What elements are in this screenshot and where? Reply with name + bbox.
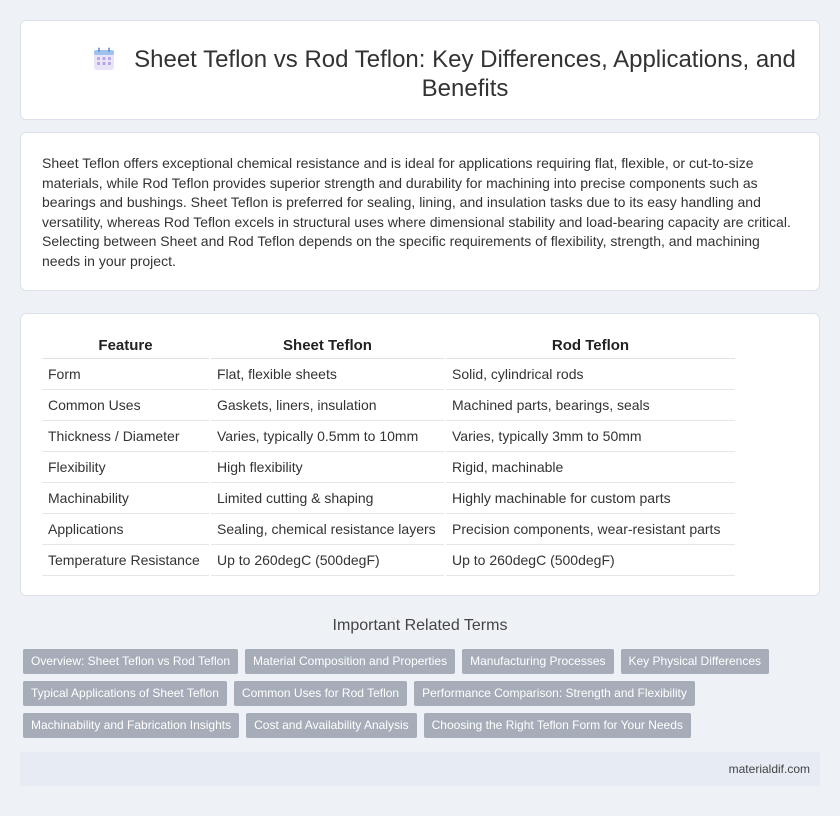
page-title: Sheet Teflon vs Rod Teflon: Key Differences, Applications, and Benefits <box>134 46 796 102</box>
footer <box>20 752 820 786</box>
table-row <box>42 358 735 389</box>
related-term-tag[interactable]: Choosing the Right Teflon Form for Your Needs <box>424 713 691 738</box>
cell-sheet: Sealing, chemical resistance layers <box>210 513 445 544</box>
related-term-tag[interactable]: Key Physical Differences <box>621 649 770 674</box>
related-term-tag[interactable]: Machinability and Fabrication Insights <box>23 713 239 738</box>
cell-rod: Machined parts, bearings, seals <box>445 389 735 420</box>
related-term-tag[interactable]: Overview: Sheet Teflon vs Rod Teflon <box>23 649 238 674</box>
cell-feature: Form <box>42 358 210 389</box>
cell-rod: Varies, typically 3mm to 50mm <box>445 420 735 451</box>
comparison-table <box>42 334 735 576</box>
cell-rod: Rigid, machinable <box>445 451 735 482</box>
cell-sheet: Limited cutting & shaping <box>210 482 445 513</box>
related-term-tag[interactable]: Manufacturing Processes <box>462 649 613 674</box>
header-sheet-teflon: Sheet Teflon <box>210 334 445 358</box>
table-row <box>42 451 735 482</box>
footer-site-link[interactable]: materialdif.com <box>728 762 810 776</box>
cell-sheet: Gaskets, liners, insulation <box>210 389 445 420</box>
related-terms-list <box>23 649 803 745</box>
intro-card <box>20 132 820 291</box>
intro-paragraph: Sheet Teflon offers exceptional chemical resistance and is ideal for applications requiring flat, flexible, or cut-to-size materials, while Rod Teflon provides superior strength and durability for machining into precise components such as bearings and bushings. Sheet Teflon is preferred for sealing, lining, and insulation tasks due to its easy handling and versatility, whereas Rod Teflon excels in structural uses where dimensional stability and load-bearing capacity are critical. Selecting between Sheet and Rod Teflon depends on the specific requirements of flexibility, strength, and machining needs in your project. <box>42 155 791 269</box>
comparison-card <box>20 313 820 596</box>
table-row <box>42 389 735 420</box>
cell-rod: Solid, cylindrical rods <box>445 358 735 389</box>
cell-sheet: Up to 260degC (500degF) <box>210 544 445 575</box>
header-feature: Feature <box>42 334 210 358</box>
table-row <box>42 482 735 513</box>
related-term-tag[interactable]: Material Composition and Properties <box>245 649 455 674</box>
related-term-tag[interactable]: Typical Applications of Sheet Teflon <box>23 681 227 706</box>
table-row <box>42 420 735 451</box>
cell-sheet: Flat, flexible sheets <box>210 358 445 389</box>
cell-feature: Temperature Resistance <box>42 544 210 575</box>
header-rod-teflon: Rod Teflon <box>445 334 735 358</box>
table-row <box>42 513 735 544</box>
table-row <box>42 544 735 575</box>
cell-rod: Highly machinable for custom parts <box>445 482 735 513</box>
cell-feature: Common Uses <box>42 389 210 420</box>
cell-feature: Machinability <box>42 482 210 513</box>
related-term-tag[interactable]: Common Uses for Rod Teflon <box>234 681 407 706</box>
cell-feature: Flexibility <box>42 451 210 482</box>
related-term-tag[interactable]: Cost and Availability Analysis <box>246 713 417 738</box>
cell-feature: Applications <box>42 513 210 544</box>
cell-sheet: Varies, typically 0.5mm to 10mm <box>210 420 445 451</box>
related-terms-title: Important Related Terms <box>332 617 508 634</box>
table-header-row <box>42 334 735 358</box>
header-card <box>20 20 820 120</box>
cell-rod: Precision components, wear-resistant parts <box>445 513 735 544</box>
cell-rod: Up to 260degC (500degF) <box>445 544 735 575</box>
cell-feature: Thickness / Diameter <box>42 420 210 451</box>
related-term-tag[interactable]: Performance Comparison: Strength and Flexibility <box>414 681 695 706</box>
cell-sheet: High flexibility <box>210 451 445 482</box>
